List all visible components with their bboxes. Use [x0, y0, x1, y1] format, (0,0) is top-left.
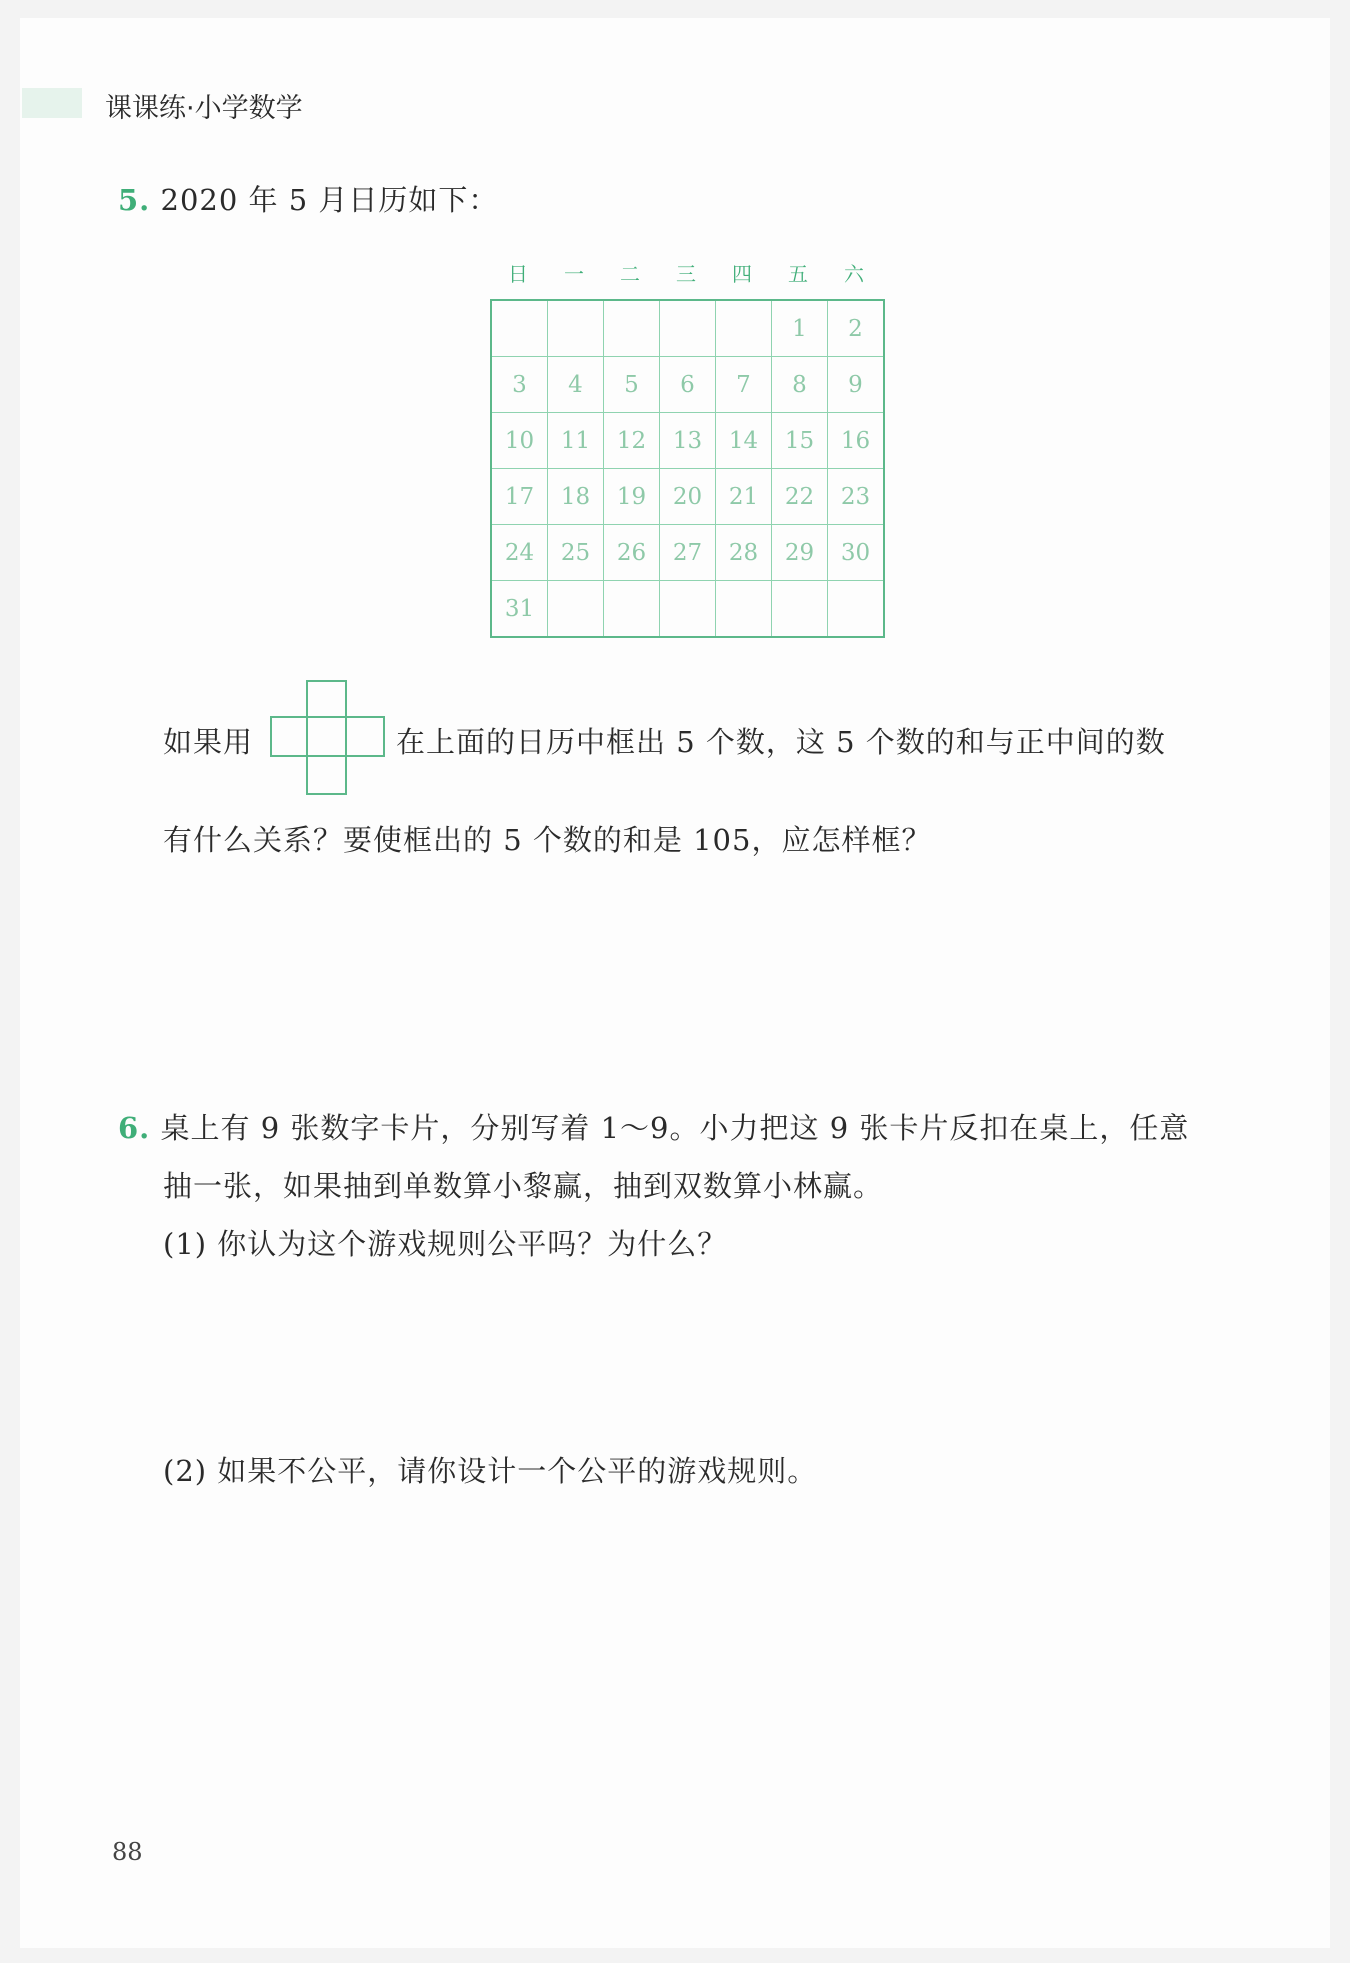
calendar-day-cell: 8: [772, 357, 828, 413]
calendar-day-cell: 10: [491, 413, 548, 469]
weekday-label: 五: [788, 262, 808, 286]
calendar-day-cell: 25: [548, 525, 604, 581]
calendar-day-cell: 19: [604, 469, 660, 525]
calendar-day-cell: 27: [660, 525, 716, 581]
weekday-label: 二: [620, 262, 640, 286]
calendar-day-cell: 22: [772, 469, 828, 525]
calendar-day-cell: 9: [828, 357, 885, 413]
question-6-line1-text: 桌上有 9 张数字卡片，分别写着 1～9。小力把这 9 张卡片反扣在桌上，任意: [160, 1111, 1190, 1145]
question-6-number: 6.: [118, 1111, 151, 1145]
calendar-day-cell: 24: [491, 525, 548, 581]
calendar-day-cell: 20: [660, 469, 716, 525]
calendar-week-row: [491, 525, 884, 581]
calendar-day-cell: 13: [660, 413, 716, 469]
calendar-day-cell: 21: [716, 469, 772, 525]
weekday-label: 三: [676, 262, 696, 286]
question-5-heading: [118, 178, 498, 219]
calendar-day-cell: 7: [716, 357, 772, 413]
calendar-day-cell: 15: [772, 413, 828, 469]
weekday-label: 一: [564, 262, 584, 286]
calendar-day-cell: 16: [828, 413, 885, 469]
calendar-day-cell: [548, 581, 604, 638]
calendar-week-row: [491, 413, 884, 469]
calendar-weekday-header: [490, 258, 882, 288]
calendar-day-cell: [604, 581, 660, 638]
question-6-line1: [118, 1106, 1189, 1147]
calendar-day-cell: 26: [604, 525, 660, 581]
header-decoration: [22, 88, 82, 118]
calendar-day-cell: [828, 581, 885, 638]
calendar-day-cell: 12: [604, 413, 660, 469]
header-title: 课课练·小学数学: [105, 93, 303, 124]
calendar-day-cell: 2: [828, 300, 885, 357]
calendar-week-row: [491, 469, 884, 525]
question-6-line2: 抽一张，如果抽到单数算小黎赢，抽到双数算小林赢。: [163, 1169, 884, 1203]
calendar-day-cell: 28: [716, 525, 772, 581]
calendar-day-cell: [772, 581, 828, 638]
calendar-day-cell: [660, 581, 716, 638]
weekday-label: 六: [844, 262, 864, 286]
calendar-week-row: [491, 581, 884, 638]
calendar-day-cell: 3: [491, 357, 548, 413]
question-5-number: 5.: [118, 183, 151, 217]
page-number: 88: [112, 1838, 143, 1866]
calendar-day-cell: [548, 300, 604, 357]
calendar-day-cell: [660, 300, 716, 357]
question-5-body-prefix: 如果用: [163, 725, 254, 759]
calendar-day-cell: [491, 300, 548, 357]
calendar-day-cell: 30: [828, 525, 885, 581]
calendar-day-cell: 11: [548, 413, 604, 469]
calendar-day-cell: 14: [716, 413, 772, 469]
calendar-day-cell: 17: [491, 469, 548, 525]
calendar-day-cell: 23: [828, 469, 885, 525]
question-5-text: 2020 年 5 月日历如下：: [160, 183, 499, 217]
calendar-day-cell: 4: [548, 357, 604, 413]
calendar-day-cell: 29: [772, 525, 828, 581]
calendar-week-row: [491, 300, 884, 357]
question-5-body-suffix: 在上面的日历中框出 5 个数，这 5 个数的和与正中间的数: [396, 725, 1166, 759]
calendar-day-cell: 31: [491, 581, 548, 638]
calendar-day-cell: 5: [604, 357, 660, 413]
calendar-table: [490, 299, 885, 638]
weekday-label: 日: [508, 262, 528, 286]
weekday-label: 四: [732, 262, 752, 286]
calendar-day-cell: 1: [772, 300, 828, 357]
question-6-sub1: (1) 你认为这个游戏规则公平吗？为什么？: [163, 1227, 728, 1261]
calendar-day-cell: [716, 581, 772, 638]
question-5-body-line2: 有什么关系？要使框出的 5 个数的和是 105，应怎样框？: [163, 823, 932, 857]
calendar-day-cell: 18: [548, 469, 604, 525]
calendar-day-cell: 6: [660, 357, 716, 413]
calendar-week-row: [491, 357, 884, 413]
calendar-day-cell: [716, 300, 772, 357]
calendar-day-cell: [604, 300, 660, 357]
cross-frame-icon: [270, 680, 385, 795]
question-6-sub2: (2) 如果不公平，请你设计一个公平的游戏规则。: [163, 1454, 818, 1488]
